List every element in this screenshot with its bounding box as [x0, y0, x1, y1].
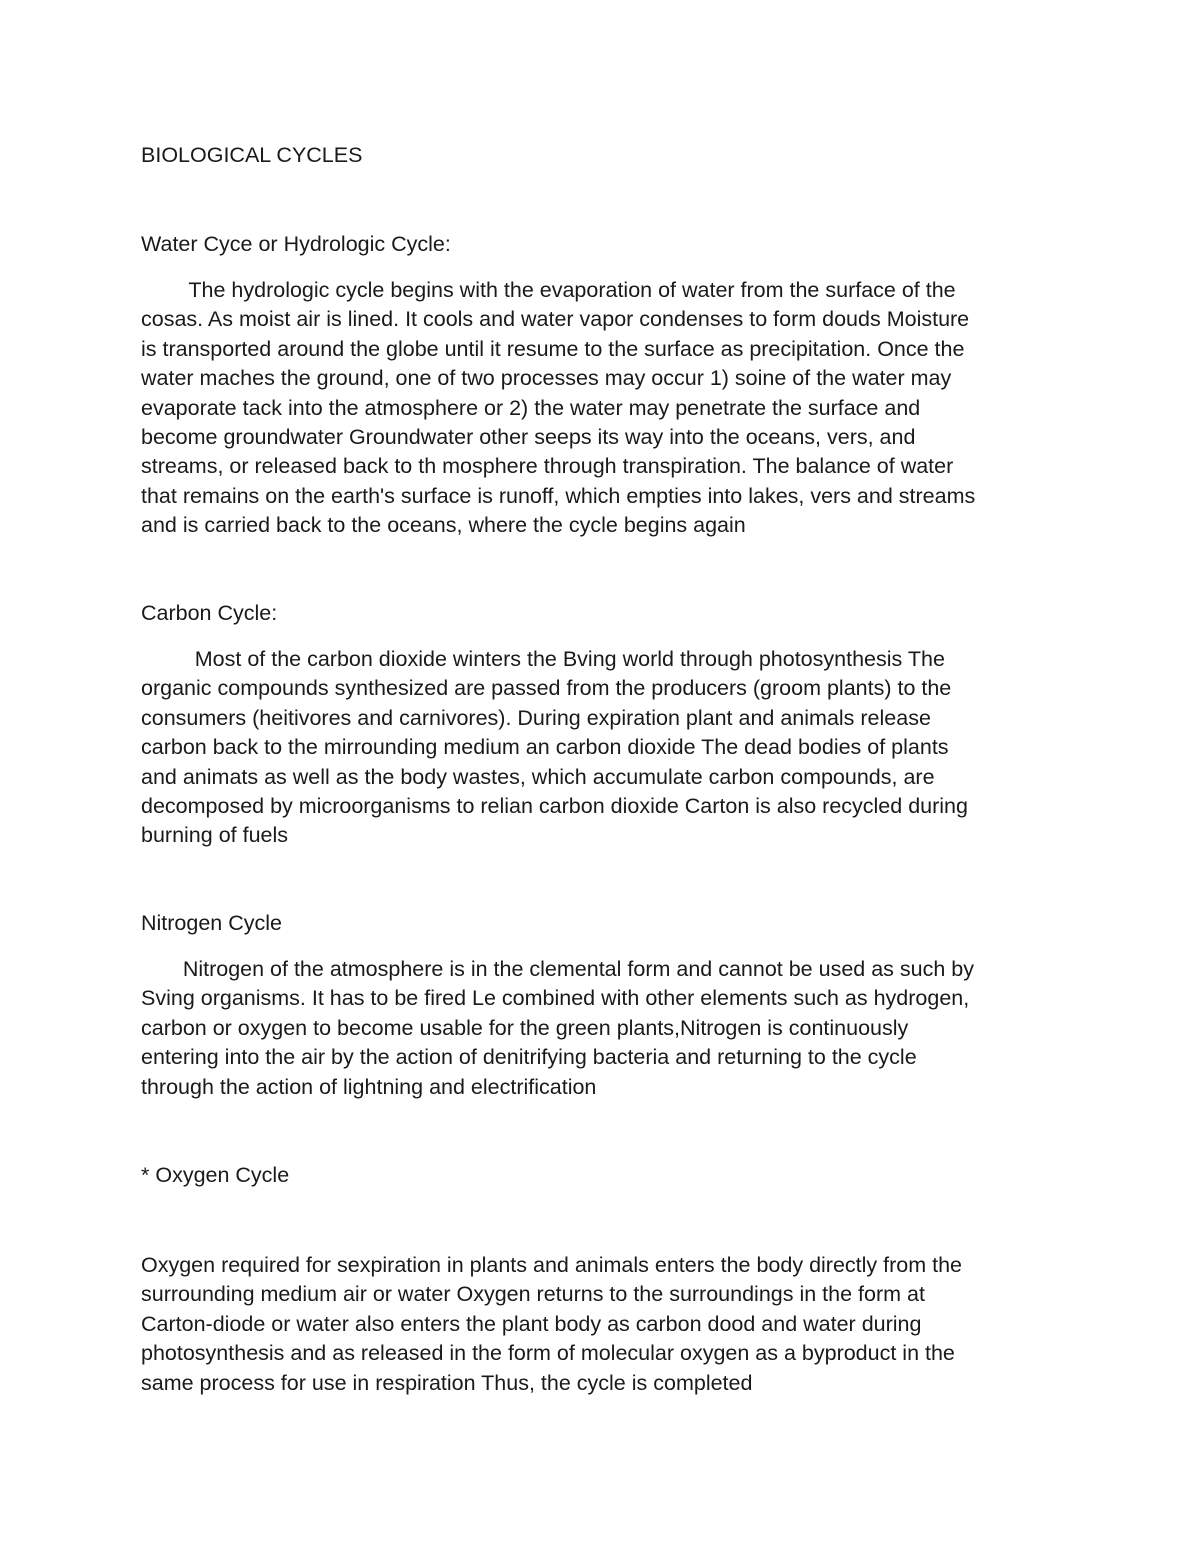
text-line: burning of fuels [141, 823, 289, 848]
text-line: Sving organisms. It has to be fired Le combined with other elements such as hydrogen, [141, 986, 970, 1011]
text-line: organic compounds synthesized are passed from the producers (groom plants) to the [141, 676, 952, 701]
section-body-carbon-cycle [141, 645, 1066, 851]
text-line: Most of the carbon dioxide winters the Bving world through photosynthesis The [141, 647, 945, 671]
text-line: surrounding medium air or water Oxygen returns to the surroundings in the form at [141, 1282, 925, 1307]
section-body-oxygen-cycle [141, 1251, 1066, 1398]
section-body-nitrogen-cycle [141, 955, 1066, 1102]
text-line: is transported around the globe until it resume to the surface as precipitation. Once the [141, 336, 965, 361]
text-line: same process for use in respiration Thus, the cycle is completed [141, 1370, 753, 1395]
text-line: and is carried back to the oceans, where the cycle begins again [141, 513, 746, 538]
text-line: Nitrogen of the atmosphere is in the clemental form and cannot be used as such by [141, 957, 974, 981]
section-heading-carbon-cycle: Carbon Cycle: [141, 601, 278, 625]
text-line: that remains on the earth's surface is runoff, which empties into lakes, vers and streams [141, 483, 976, 508]
text-line: carbon or oxygen to become usable for the green plants,Nitrogen is continuously [141, 1015, 909, 1040]
text-line: entering into the air by the action of denitrifying bacteria and returning to the cycle [141, 1045, 917, 1070]
section-heading-water-cycle: Water Cyce or Hydrologic Cycle: [141, 232, 451, 256]
text-line: cosas. As moist air is lined. It cools and water vapor condenses to form douds Moisture [141, 307, 970, 332]
text-line: evaporate tack into the atmosphere or 2) the water may penetrate the surface and [141, 395, 921, 420]
text-line: carbon back to the mirrounding medium an carbon dioxide The dead bodies of plants [141, 735, 949, 760]
section-heading-oxygen-cycle: * Oxygen Cycle [141, 1163, 290, 1187]
text-line: streams, or released back to th mosphere through transpiration. The balance of water [141, 454, 954, 479]
text-line: Carton-diode or water also enters the plant body as carbon dood and water during [141, 1311, 922, 1336]
text-line: water maches the ground, one of two processes may occur 1) soine of the water may [141, 366, 952, 391]
document-title: BIOLOGICAL CYCLES [141, 143, 363, 167]
text-line: Oxygen required for sexpiration in plants and animals enters the body directly from the [141, 1253, 963, 1277]
text-line: become groundwater Groundwater other seeps its way into the oceans, vers, and [141, 425, 916, 450]
text-line: decomposed by microorganisms to relian carbon dioxide Carton is also recycled during [141, 794, 968, 819]
text-line: The hydrologic cycle begins with the evaporation of water from the surface of the [141, 278, 956, 302]
section-body-water-cycle [141, 276, 1066, 541]
text-line: through the action of lightning and electrification [141, 1074, 597, 1099]
text-line: consumers (heitivores and carnivores). During expiration plant and animals release [141, 705, 931, 730]
section-heading-nitrogen-cycle: Nitrogen Cycle [141, 911, 282, 935]
text-line: and animats as well as the body wastes, which accumulate carbon compounds, are [141, 764, 935, 789]
text-line: photosynthesis and as released in the form of molecular oxygen as a byproduct in the [141, 1341, 955, 1366]
